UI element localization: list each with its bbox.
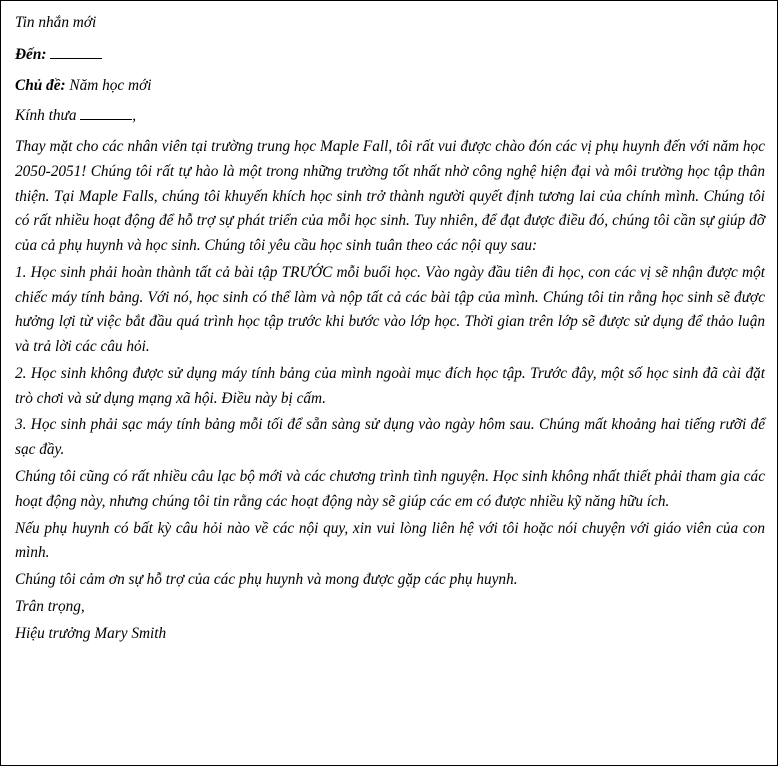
salutation-suffix: , xyxy=(132,107,137,125)
paragraph-intro: Thay mặt cho các nhân viên tại trường trung học Maple Fall, tôi rất vui được chào đón các vị phụ huynh đến với năm học 2050-2051! Chúng tôi rất tự hào là một trong những trường tốt nhất nhờ công nghệ hiện đại và môi trường học tập thân thiện. Tại Maple Falls, chúng tôi khuyến khích học sinh trở thành người quyết định tương lai của chính mình. Chúng tôi có rất nhiều hoạt động để hỗ trợ sự phát triển của mỗi học sinh. Tuy nhiên, để đạt được điều đó, chúng tôi cần sự giúp đỡ của cả phụ huynh và học sinh. Chúng tôi yêu cầu học sinh tuân theo các nội quy sau: xyxy=(15,138,765,255)
message-body xyxy=(15,11,765,646)
closing-line: Trân trọng, xyxy=(15,597,85,615)
salutation-prefix: Kính thưa xyxy=(15,107,77,125)
salutation xyxy=(15,104,765,129)
paragraph-thanks: Chúng tôi cảm ơn sự hỗ trợ của các phụ huynh và mong được gặp các phụ huynh. xyxy=(15,571,518,589)
salutation-name-blank[interactable] xyxy=(80,119,132,120)
paragraph-questions: Nếu phụ huynh có bất kỳ câu hỏi nào về các nội quy, xin vui lòng liên hệ với tôi hoặc nói chuyện với giáo viên của con mình. xyxy=(15,519,765,562)
subject-label: Chủ đề: xyxy=(15,76,66,94)
recipient-label: Đến: xyxy=(15,45,47,63)
message-title: Tin nhắn mới xyxy=(15,14,97,31)
paragraph-rule-1: 1. Học sinh phải hoàn thành tất cả bài tập TRƯỚC mỗi buổi học. Vào ngày đầu tiên đi học, con các vị sẽ nhận được một chiếc máy tính bảng. Với nó, học sinh có thể làm và nộp tất cả các bài tập của mình. Chúng tôi tin rằng học sinh sẽ được hưởng lợi từ việc bắt đầu quá trình học tập trước khi bước vào lớp học. Thời gian trên lớp sẽ được sử dụng để thảo luận và trả lời các câu hỏi. xyxy=(15,263,765,356)
subject-value[interactable]: Năm học mới xyxy=(69,76,152,94)
paragraph-rule-3: 3. Học sinh phải sạc máy tính bảng mỗi tối để sẵn sàng sử dụng vào ngày hôm sau. Chúng mất khoảng hai tiếng rưỡi để sạc đầy. xyxy=(15,416,765,459)
subject-field xyxy=(15,74,765,99)
paragraph-rule-2: 2. Học sinh không được sử dụng máy tính bảng của mình ngoài mục đích học tập. Trước đây, một số học sinh đã cài đặt trò chơi và sử dụng mạng xã hội. Điều này bị cấm. xyxy=(15,364,765,407)
signature-line: Hiệu trưởng Mary Smith xyxy=(15,624,167,642)
recipient-input[interactable] xyxy=(50,58,102,59)
recipient-field xyxy=(15,43,765,68)
paragraph-clubs: Chúng tôi cũng có rất nhiều câu lạc bộ mới và các chương trình tình nguyện. Học sinh không nhất thiết phải tham gia các hoạt động này, nhưng chúng tôi tin rằng các hoạt động này sẽ giúp các em có được nhiều kỹ năng hữu ích. xyxy=(15,468,765,510)
